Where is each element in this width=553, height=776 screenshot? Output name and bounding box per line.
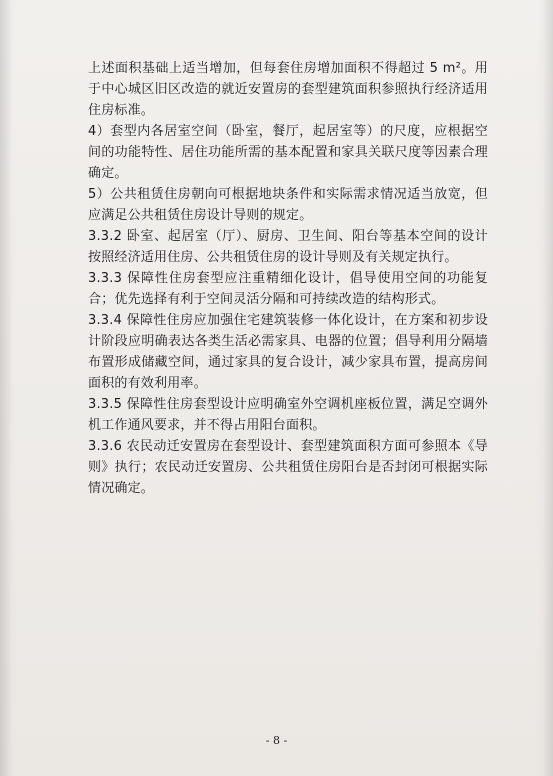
paragraph-3-3-3: 3.3.3 保障性住房套型应注重精细化设计，倡导使用空间的功能复合；优先选择有利于空间灵活分隔和可持续改造的结构形式。 [88,271,488,307]
document-body [88,58,488,499]
paragraph-3-3-6: 3.3.6 农民动迁安置房在套型设计、套型建筑面积方面可参照本《导则》执行；农民动迁安置房、公共租赁住房阳台是否封闭可根据实际情况确定。 [88,439,488,496]
paragraph-3-3-2: 3.3.2 卧室、起居室（厅）、厨房、卫生间、阳台等基本空间的设计按照经济适用住房、公共租赁住房的设计导则及有关规定执行。 [88,229,488,265]
paragraph-3-3-5: 3.3.5 保障性住房套型设计应明确室外空调机座板位置，满足空调外机工作通风要求，并不得占用阳台面积。 [88,397,488,433]
page-left-shadow [0,0,12,776]
paragraph-item-4: 4）套型内各居室空间（卧室，餐厅，起居室等）的尺度，应根据空间的功能特性、居住功能所需的基本配置和家具关联尺度等因素合理确定。 [88,124,488,181]
page-right-shadow [543,0,553,776]
page-number: - 8 - [265,734,288,747]
paragraph-continuation: 上述面积基础上适当增加，但每套住房增加面积不得超过 5 m²。用于中心城区旧区改造的就近安置房的套型建筑面积参照执行经济适用住房标准。 [88,61,488,118]
paragraph-item-5: 5）公共租赁住房朝向可根据地块条件和实际需求情况适当放宽，但应满足公共租赁住房设计导则的规定。 [88,187,488,223]
paragraph-3-3-4: 3.3.4 保障性住房应加强住宅建筑装修一体化设计，在方案和初步设计阶段应明确表达各类生活必需家具、电器的位置；倡导利用分隔墙布置形成储藏空间，通过家具的复合设计，减少家具布置，提高房间面积的有效利用率。 [88,313,488,391]
